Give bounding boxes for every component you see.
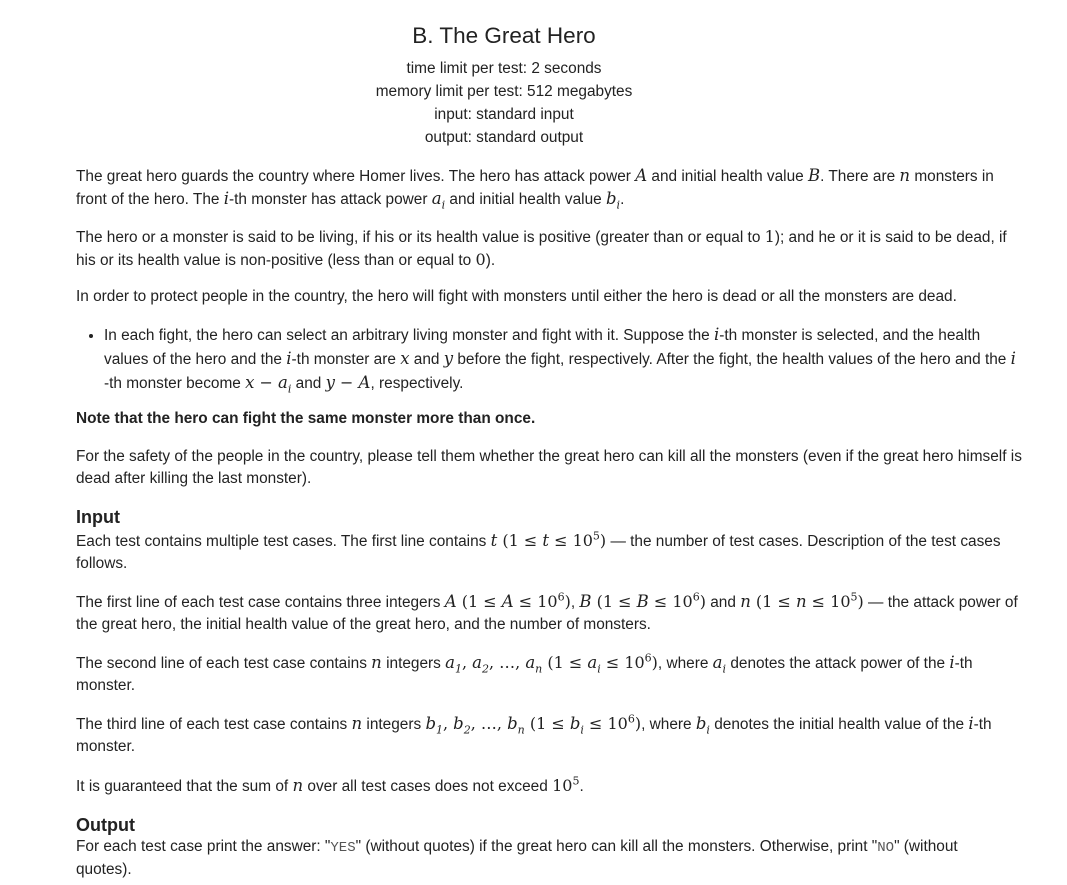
input-heading: Input (76, 507, 120, 527)
text: — the number of test cases. Description of the test cases (606, 533, 1001, 550)
text: -th (954, 655, 973, 672)
text: values of the hero and the (104, 351, 287, 368)
text: The hero or a monster is said to be living, if his or its health value is positive (greater than or equal to (76, 229, 765, 246)
text: , where (657, 655, 713, 672)
text: . (579, 778, 584, 795)
text: . (620, 191, 625, 208)
legend-paragraph-3: In order to protect people in the country, the hero will fight with monsters until either the hero is dead or all the monsters are dead. (76, 288, 957, 305)
input-paragraph-2: The first line of each test case contains three integers A $(1 \le A \le 10^6)$, B $(1 \le B \le 10^6)$ and n $(1 \le n \le 10^5)$ — the attack power of the great hero, the initial health value of the great hero, and the number of monsters. (76, 590, 1018, 633)
text: and (291, 375, 326, 392)
note-paragraph: Note that the hero can fight the same monster more than once. (76, 410, 536, 427)
problem-header (14, 22, 994, 149)
input-paragraph-5: It is guaranteed that the sum of n over all test cases does not exceed $10^5$. (76, 774, 584, 795)
text: -th monster is selected, and the health (719, 327, 981, 344)
text: — the attack power of (863, 594, 1018, 611)
output-file: output: standard output (424, 129, 584, 146)
text: , respectively. (370, 375, 464, 392)
problem-statement (76, 0, 1056, 878)
list-item: • In each fight, the hero can select an arbitrary living monster and fight with it. Suppose the i-th monster is selected, and the health values of the hero and the i-th monster are x and y before the fight, respectively. After the fight, the health values of the hero and the i -th monster become $x - a_i$ and y − A, respectively. (104, 323, 1051, 395)
input-file: input: standard input (434, 106, 574, 123)
output-heading: Output (76, 815, 135, 835)
text: -th monster are (291, 351, 401, 368)
text: the great hero, the initial health value of the great hero, and the number of monsters. (76, 616, 651, 633)
text: integers (381, 655, 446, 672)
text: over all test cases does not exceed (303, 778, 553, 795)
legend-paragraph-1: The great hero guards the country where Homer lives. The hero has attack power A and initial health value B. There are n monsters in front of the hero. The i-th monster has attack power $a_i$ and initial health value $b_i$. (76, 166, 994, 212)
text: -th monster become (104, 375, 246, 392)
input-paragraph-1: Each test contains multiple test cases. The first line contains t $(1 \le t \le 10^5)$ — the number of test cases. Description of the test cases follows. (76, 529, 1001, 572)
text: follows. (76, 555, 128, 572)
text: front of the hero. The (76, 191, 224, 208)
text: -th monster has attack power (229, 191, 432, 208)
problem-title: B. The Great Hero (412, 23, 596, 48)
input-paragraph-4: The third line of each test case contains n integers $b_1$, $b_2$, …, $b_n$ $(1 \le b_i \le 10^6)$, where $b_i$ denotes the initial health value of the i-th monster. (76, 712, 992, 755)
text: " (without (894, 838, 958, 855)
text: " (without quotes) if the great hero can kill all the monsters. Otherwise, print " (355, 838, 878, 855)
text: For each test case print the answer: " (76, 838, 331, 855)
text: , where (641, 716, 696, 733)
text: -th (973, 716, 992, 733)
text: monsters in (910, 168, 994, 185)
text: quotes). (76, 861, 132, 878)
text: integers (362, 716, 426, 733)
text: The first line of each test case contains three integers (76, 594, 445, 611)
text: ); and he or it is said to be dead, if (774, 229, 1007, 246)
text: . There are (820, 168, 900, 185)
text: The third line of each test case contains (76, 716, 352, 733)
text: and (409, 351, 444, 368)
text: before the fight, respectively. After the fight, the health values of the hero and the (453, 351, 1011, 368)
problem-limits (14, 57, 994, 149)
text: It is guaranteed that the sum of (76, 778, 293, 795)
memory-limit: memory limit per test: 512 megabytes (375, 83, 633, 100)
text: For the safety of the people in the country, please tell them whether the great hero can kill all the monsters (even if the great hero himself is (76, 448, 1022, 465)
text: Each test contains multiple test cases. The first line contains (76, 533, 491, 550)
output-paragraph (76, 836, 1051, 881)
text: denotes the initial health value of the (709, 716, 969, 733)
text: monster. (76, 677, 136, 694)
input-paragraph-3: The second line of each test case contains n integers $a_1$, $a_2$, …, $a_n$ $(1 \le a_i \le 10^6)$, where $a_i$ denotes the attack power of the i-th monster. (76, 651, 973, 694)
text: In each fight, the hero can select an arbitrary living monster and fight with it. Suppose the (104, 327, 714, 344)
text: The great hero guards the country where Homer lives. The hero has attack power (76, 168, 636, 185)
legend-paragraph-2: The hero or a monster is said to be living, if his or its health value is positive (greater than or equal to 1); and he or it is said to be dead, if his or its health value is non-positive (less than or equal to 0). (76, 227, 1007, 269)
text: monster. (76, 738, 136, 755)
text: ). (485, 252, 496, 269)
time-limit: time limit per test: 2 seconds (406, 60, 602, 77)
fight-rule-list (76, 323, 1051, 395)
legend-paragraph-5 (76, 446, 1051, 490)
text: his or its health value is non-positive (less than or equal to (76, 252, 476, 269)
yes-token: YES (330, 840, 356, 856)
text: The second line of each test case contains (76, 655, 372, 672)
text: dead after killing the last monster). (76, 470, 312, 487)
text: and initial health value (445, 191, 606, 208)
text: and initial health value (647, 168, 808, 185)
no-token: NO (877, 840, 895, 856)
text: denotes the attack power of the (726, 655, 950, 672)
